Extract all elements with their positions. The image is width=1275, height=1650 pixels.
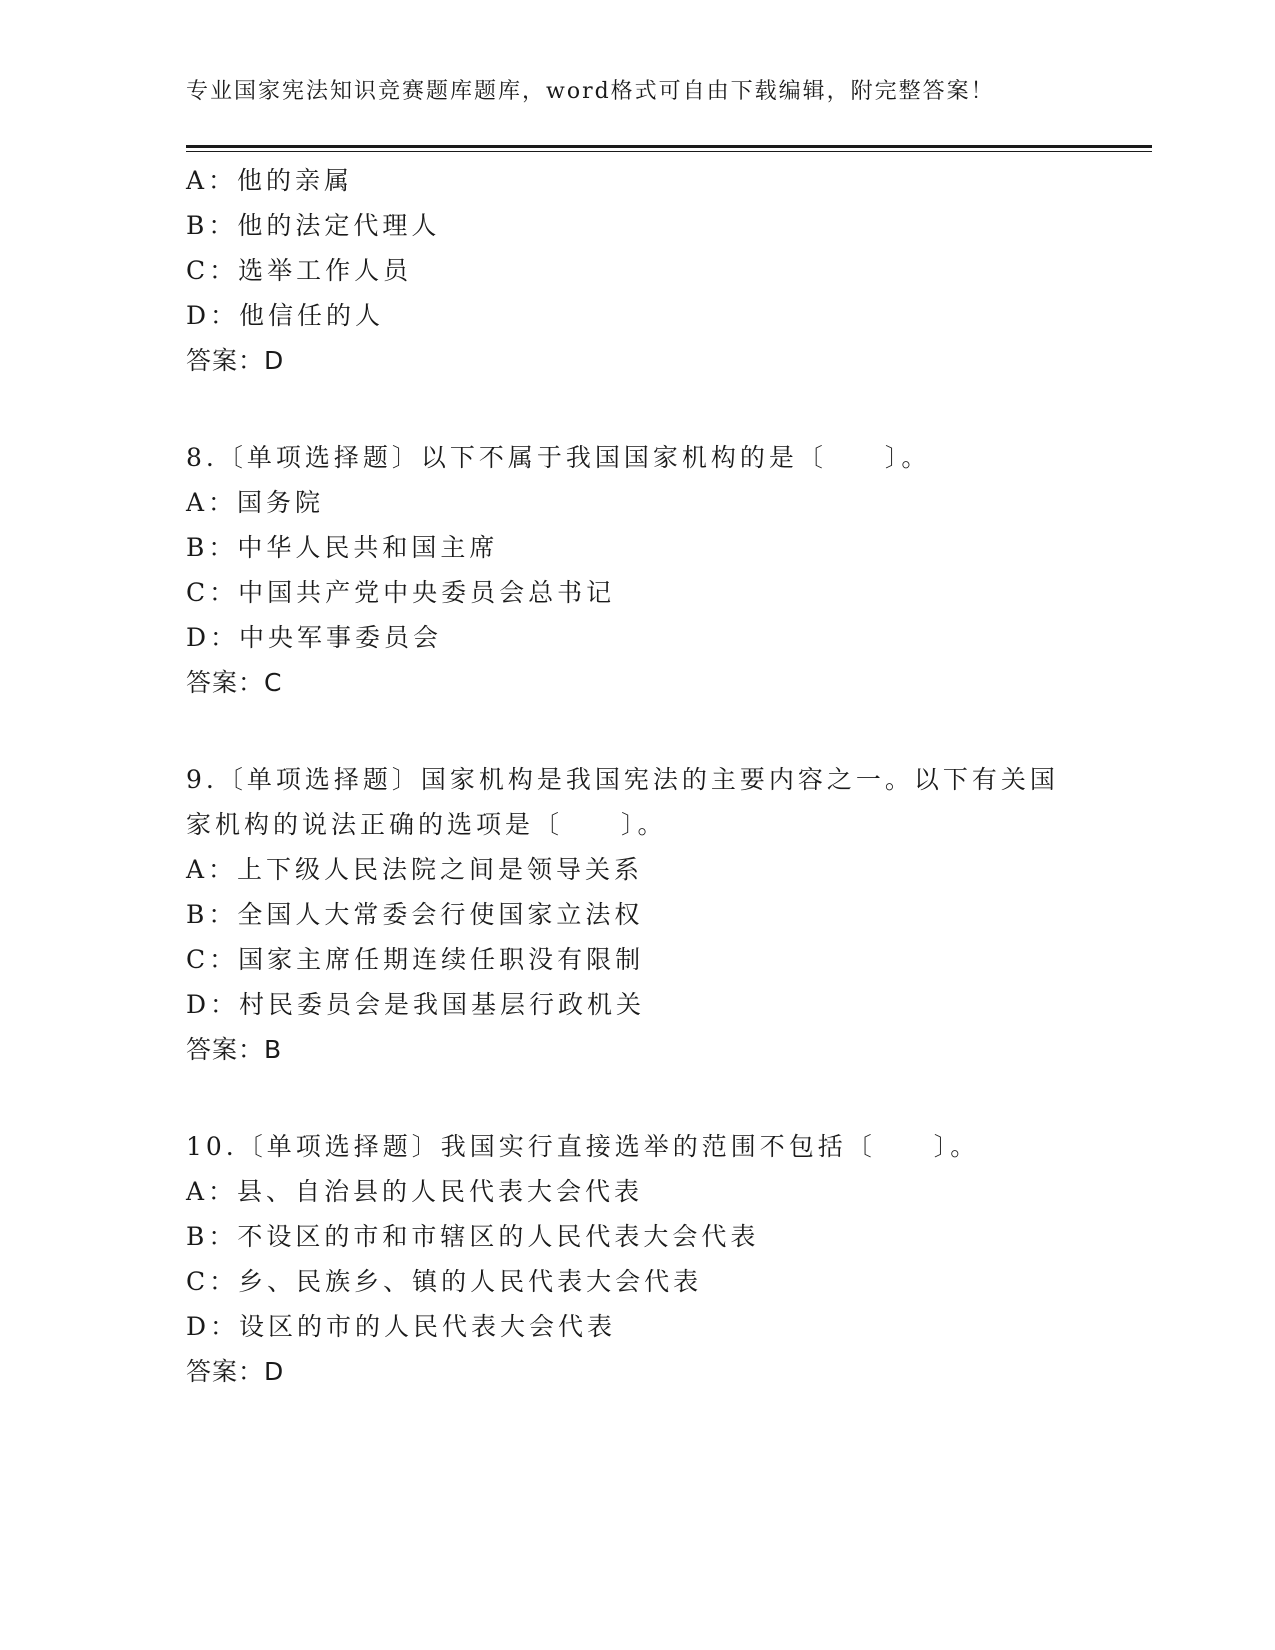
- spacer: [186, 705, 1086, 757]
- question-text-line-1: 9.〔单项选择题〕国家机构是我国宪法的主要内容之一。以下有关国: [186, 765, 1059, 794]
- question-9: [186, 757, 1086, 1072]
- spacer: [186, 383, 1086, 435]
- option-d: D：他信任的人: [186, 301, 385, 330]
- answer: 答案：D: [186, 346, 285, 375]
- option-b: B：中华人民共和国主席: [186, 533, 499, 562]
- option-d: D：设区的市的人民代表大会代表: [186, 1312, 617, 1341]
- header-rule-thick: [186, 145, 1152, 148]
- option-b: B：不设区的市和市辖区的人民代表大会代表: [186, 1222, 760, 1251]
- question-10: [186, 1124, 1086, 1394]
- spacer: [186, 1072, 1086, 1124]
- answer: 答案：D: [186, 1357, 285, 1386]
- question-7: [186, 158, 1086, 383]
- question-8: [186, 435, 1086, 705]
- question-list: [186, 158, 1086, 1394]
- answer: 答案：B: [186, 1035, 283, 1064]
- option-c: C：乡、民族乡、镇的人民代表大会代表: [186, 1267, 703, 1296]
- option-d: D：村民委员会是我国基层行政机关: [186, 990, 646, 1019]
- question-text: 10.〔单项选择题〕我国实行直接选举的范围不包括〔 〕。: [186, 1132, 980, 1161]
- option-c: C：选举工作人员: [186, 256, 413, 285]
- option-a: A：他的亲属: [186, 166, 354, 195]
- option-c: C：国家主席任期连续任职没有限制: [186, 945, 645, 974]
- answer: 答案：C: [186, 668, 283, 697]
- header-rule-thin: [186, 151, 1152, 152]
- question-text: 8.〔单项选择题〕以下不属于我国国家机构的是〔 〕。: [186, 443, 931, 472]
- option-a: A：县、自治县的人民代表大会代表: [186, 1177, 644, 1206]
- option-c: C：中国共产党中央委员会总书记: [186, 578, 616, 607]
- option-a: A：国务院: [186, 488, 325, 517]
- option-b: B：全国人大常委会行使国家立法权: [186, 900, 644, 929]
- option-d: D：中央军事委员会: [186, 623, 443, 652]
- question-text-line-2: 家机构的说法正确的选项是〔 〕。: [186, 810, 667, 839]
- option-a: A：上下级人民法院之间是领导关系: [186, 855, 644, 884]
- page-header: 专业国家宪法知识竞赛题库题库，word格式可自由下载编辑，附完整答案！: [186, 79, 995, 104]
- option-b: B：他的法定代理人: [186, 211, 441, 240]
